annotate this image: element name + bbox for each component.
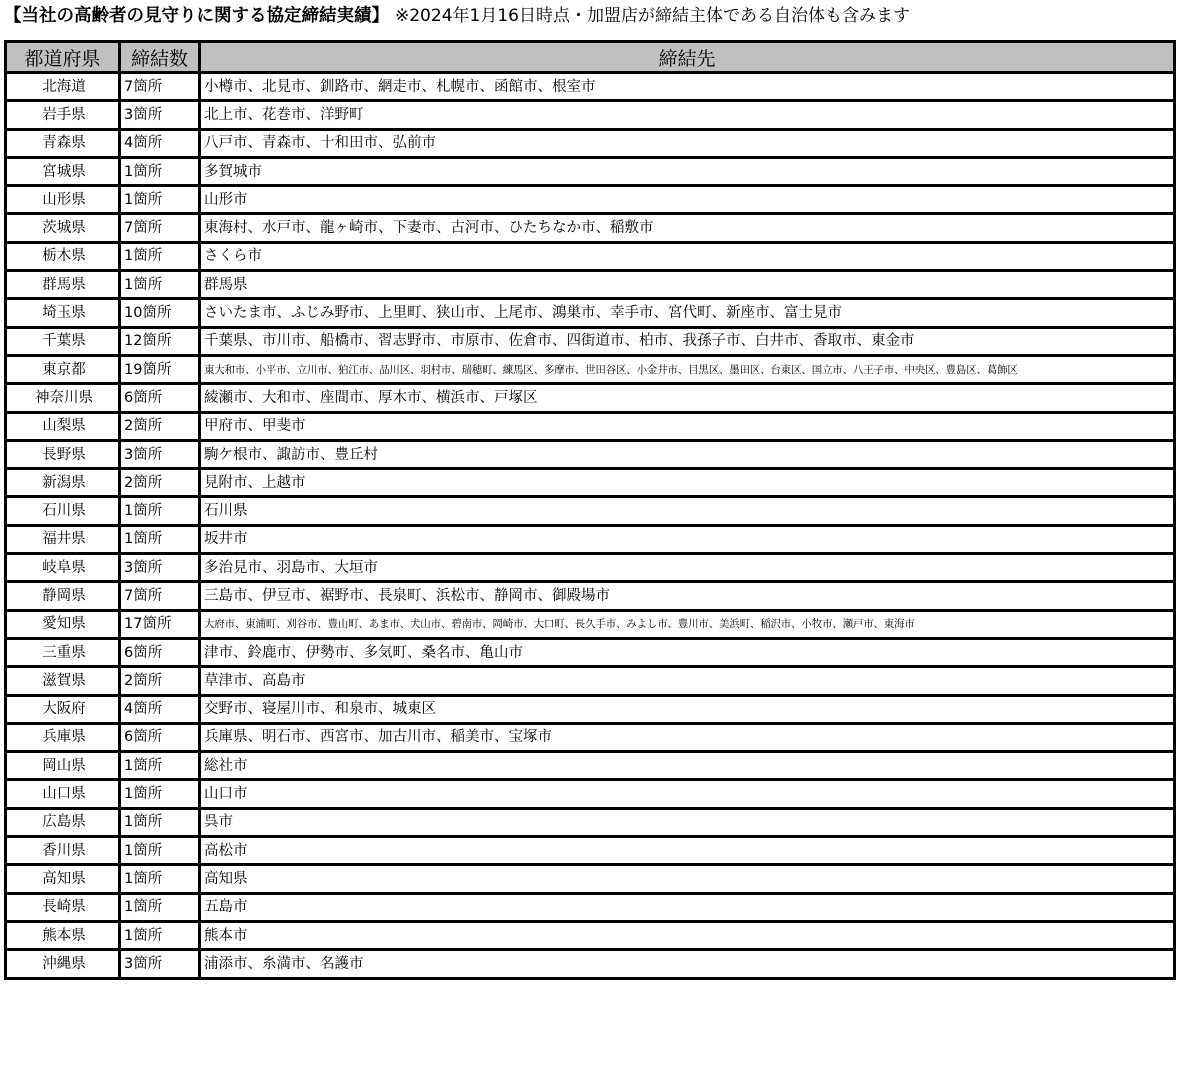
- partners-cell: 東大和市、小平市、立川市、狛江市、品川区、羽村市、瑞穂町、練馬区、多摩市、世田谷区、小金井市、目黒区、墨田区、台東区、国立市、八王子市、中央区、豊島区、葛飾区: [200, 355, 1175, 383]
- prefecture-cell: 群馬県: [6, 271, 120, 299]
- partners-cell: 甲府市、甲斐市: [200, 412, 1175, 440]
- prefecture-cell: 神奈川県: [6, 384, 120, 412]
- table-row: [6, 384, 1175, 412]
- partners-cell: 石川県: [200, 497, 1175, 525]
- table-row: [6, 808, 1175, 836]
- table-row: [6, 440, 1175, 468]
- prefecture-cell: 熊本県: [6, 921, 120, 949]
- prefecture-cell: 千葉県: [6, 327, 120, 355]
- partners-cell: 小樽市、北見市、釧路市、網走市、札幌市、函館市、根室市: [200, 73, 1175, 101]
- table-row: [6, 582, 1175, 610]
- count-cell: 19箇所: [120, 355, 200, 383]
- partners-cell: 三島市、伊豆市、裾野市、長泉町、浜松市、静岡市、御殿場市: [200, 582, 1175, 610]
- partners-cell: 東海村、水戸市、龍ヶ崎市、下妻市、古河市、ひたちなか市、稲敷市: [200, 214, 1175, 242]
- prefecture-cell: 石川県: [6, 497, 120, 525]
- partners-cell: 高松市: [200, 837, 1175, 865]
- table-row: [6, 101, 1175, 129]
- count-cell: 3箇所: [120, 440, 200, 468]
- prefecture-cell: 広島県: [6, 808, 120, 836]
- agreement-table: [4, 40, 1176, 980]
- count-cell: 1箇所: [120, 865, 200, 893]
- partners-cell: 八戸市、青森市、十和田市、弘前市: [200, 129, 1175, 157]
- table-row: [6, 638, 1175, 666]
- partners-cell: 総社市: [200, 752, 1175, 780]
- prefecture-cell: 長崎県: [6, 893, 120, 921]
- page-title: 【当社の高齢者の見守りに関する協定締結実績】: [4, 6, 389, 26]
- count-cell: 4箇所: [120, 695, 200, 723]
- page-note: ※2024年1月16日時点・加盟店が締結主体である自治体も含みます: [395, 6, 910, 26]
- table-row: [6, 921, 1175, 949]
- table-row: [6, 214, 1175, 242]
- prefecture-cell: 沖縄県: [6, 950, 120, 978]
- count-cell: 3箇所: [120, 554, 200, 582]
- count-cell: 1箇所: [120, 242, 200, 270]
- partners-cell: さくら市: [200, 242, 1175, 270]
- table-row: [6, 242, 1175, 270]
- count-cell: 1箇所: [120, 808, 200, 836]
- partners-cell: 五島市: [200, 893, 1175, 921]
- table-body: [6, 73, 1175, 979]
- count-cell: 12箇所: [120, 327, 200, 355]
- count-cell: 6箇所: [120, 384, 200, 412]
- prefecture-cell: 山梨県: [6, 412, 120, 440]
- partners-cell: 北上市、花巻市、洋野町: [200, 101, 1175, 129]
- table-row: [6, 610, 1175, 638]
- partners-cell: 交野市、寝屋川市、和泉市、城東区: [200, 695, 1175, 723]
- prefecture-cell: 青森県: [6, 129, 120, 157]
- count-cell: 2箇所: [120, 667, 200, 695]
- count-cell: 10箇所: [120, 299, 200, 327]
- prefecture-cell: 茨城県: [6, 214, 120, 242]
- partners-cell: 高知県: [200, 865, 1175, 893]
- prefecture-cell: 新潟県: [6, 469, 120, 497]
- partners-cell: 駒ケ根市、諏訪市、豊丘村: [200, 440, 1175, 468]
- partners-cell: 浦添市、糸満市、名護市: [200, 950, 1175, 978]
- count-cell: 1箇所: [120, 271, 200, 299]
- count-cell: 17箇所: [120, 610, 200, 638]
- header-prefecture: 都道府県: [6, 42, 120, 73]
- prefecture-cell: 大阪府: [6, 695, 120, 723]
- table-row: [6, 780, 1175, 808]
- count-cell: 4箇所: [120, 129, 200, 157]
- table-row: [6, 73, 1175, 101]
- count-cell: 1箇所: [120, 157, 200, 185]
- partners-cell: 呉市: [200, 808, 1175, 836]
- partners-cell: 綾瀬市、大和市、座間市、厚木市、横浜市、戸塚区: [200, 384, 1175, 412]
- count-cell: 1箇所: [120, 186, 200, 214]
- prefecture-cell: 岡山県: [6, 752, 120, 780]
- table-row: [6, 950, 1175, 978]
- prefecture-cell: 長野県: [6, 440, 120, 468]
- prefecture-cell: 兵庫県: [6, 723, 120, 751]
- count-cell: 7箇所: [120, 73, 200, 101]
- prefecture-cell: 北海道: [6, 73, 120, 101]
- count-cell: 2箇所: [120, 469, 200, 497]
- table-row: [6, 695, 1175, 723]
- table-row: [6, 299, 1175, 327]
- table-row: [6, 355, 1175, 383]
- partners-cell: 多治見市、羽島市、大垣市: [200, 554, 1175, 582]
- count-cell: 1箇所: [120, 752, 200, 780]
- prefecture-cell: 三重県: [6, 638, 120, 666]
- table-row: [6, 412, 1175, 440]
- prefecture-cell: 山口県: [6, 780, 120, 808]
- partners-cell: 津市、鈴鹿市、伊勢市、多気町、桑名市、亀山市: [200, 638, 1175, 666]
- table-row: [6, 271, 1175, 299]
- count-cell: 1箇所: [120, 837, 200, 865]
- count-cell: 7箇所: [120, 582, 200, 610]
- prefecture-cell: 福井県: [6, 525, 120, 553]
- table-row: [6, 837, 1175, 865]
- count-cell: 2箇所: [120, 412, 200, 440]
- partners-cell: 見附市、上越市: [200, 469, 1175, 497]
- header-count: 締結数: [120, 42, 200, 73]
- table-row: [6, 525, 1175, 553]
- prefecture-cell: 東京都: [6, 355, 120, 383]
- prefecture-cell: 埼玉県: [6, 299, 120, 327]
- partners-cell: 坂井市: [200, 525, 1175, 553]
- count-cell: 7箇所: [120, 214, 200, 242]
- table-header-row: [6, 42, 1175, 73]
- table-row: [6, 752, 1175, 780]
- table-row: [6, 469, 1175, 497]
- prefecture-cell: 宮城県: [6, 157, 120, 185]
- table-row: [6, 865, 1175, 893]
- partners-cell: 草津市、高島市: [200, 667, 1175, 695]
- partners-cell: 群馬県: [200, 271, 1175, 299]
- partners-cell: 千葉県、市川市、船橋市、習志野市、市原市、佐倉市、四街道市、柏市、我孫子市、白井市、香取市、東金市: [200, 327, 1175, 355]
- prefecture-cell: 高知県: [6, 865, 120, 893]
- table-row: [6, 497, 1175, 525]
- prefecture-cell: 栃木県: [6, 242, 120, 270]
- count-cell: 1箇所: [120, 780, 200, 808]
- count-cell: 1箇所: [120, 893, 200, 921]
- count-cell: 1箇所: [120, 497, 200, 525]
- prefecture-cell: 静岡県: [6, 582, 120, 610]
- count-cell: 6箇所: [120, 638, 200, 666]
- table-row: [6, 893, 1175, 921]
- page-heading: [4, 3, 910, 33]
- count-cell: 3箇所: [120, 950, 200, 978]
- table-row: [6, 327, 1175, 355]
- partners-cell: 多賀城市: [200, 157, 1175, 185]
- partners-cell: 山口市: [200, 780, 1175, 808]
- prefecture-cell: 岐阜県: [6, 554, 120, 582]
- count-cell: 6箇所: [120, 723, 200, 751]
- prefecture-cell: 愛知県: [6, 610, 120, 638]
- prefecture-cell: 滋賀県: [6, 667, 120, 695]
- partners-cell: 兵庫県、明石市、西宮市、加古川市、稲美市、宝塚市: [200, 723, 1175, 751]
- table-row: [6, 667, 1175, 695]
- partners-cell: 熊本市: [200, 921, 1175, 949]
- count-cell: 1箇所: [120, 525, 200, 553]
- partners-cell: さいたま市、ふじみ野市、上里町、狭山市、上尾市、鴻巣市、幸手市、宮代町、新座市、富士見市: [200, 299, 1175, 327]
- header-partners: 締結先: [200, 42, 1175, 73]
- table-row: [6, 186, 1175, 214]
- table-row: [6, 554, 1175, 582]
- prefecture-cell: 香川県: [6, 837, 120, 865]
- count-cell: 1箇所: [120, 921, 200, 949]
- table-row: [6, 157, 1175, 185]
- table-row: [6, 723, 1175, 751]
- count-cell: 3箇所: [120, 101, 200, 129]
- partners-cell: 山形市: [200, 186, 1175, 214]
- prefecture-cell: 岩手県: [6, 101, 120, 129]
- prefecture-cell: 山形県: [6, 186, 120, 214]
- table-row: [6, 129, 1175, 157]
- partners-cell: 大府市、東浦町、刈谷市、豊山町、あま市、犬山市、碧南市、岡崎市、大口町、長久手市、みよし市、豊川市、美浜町、稲沢市、小牧市、瀬戸市、東海市: [200, 610, 1175, 638]
